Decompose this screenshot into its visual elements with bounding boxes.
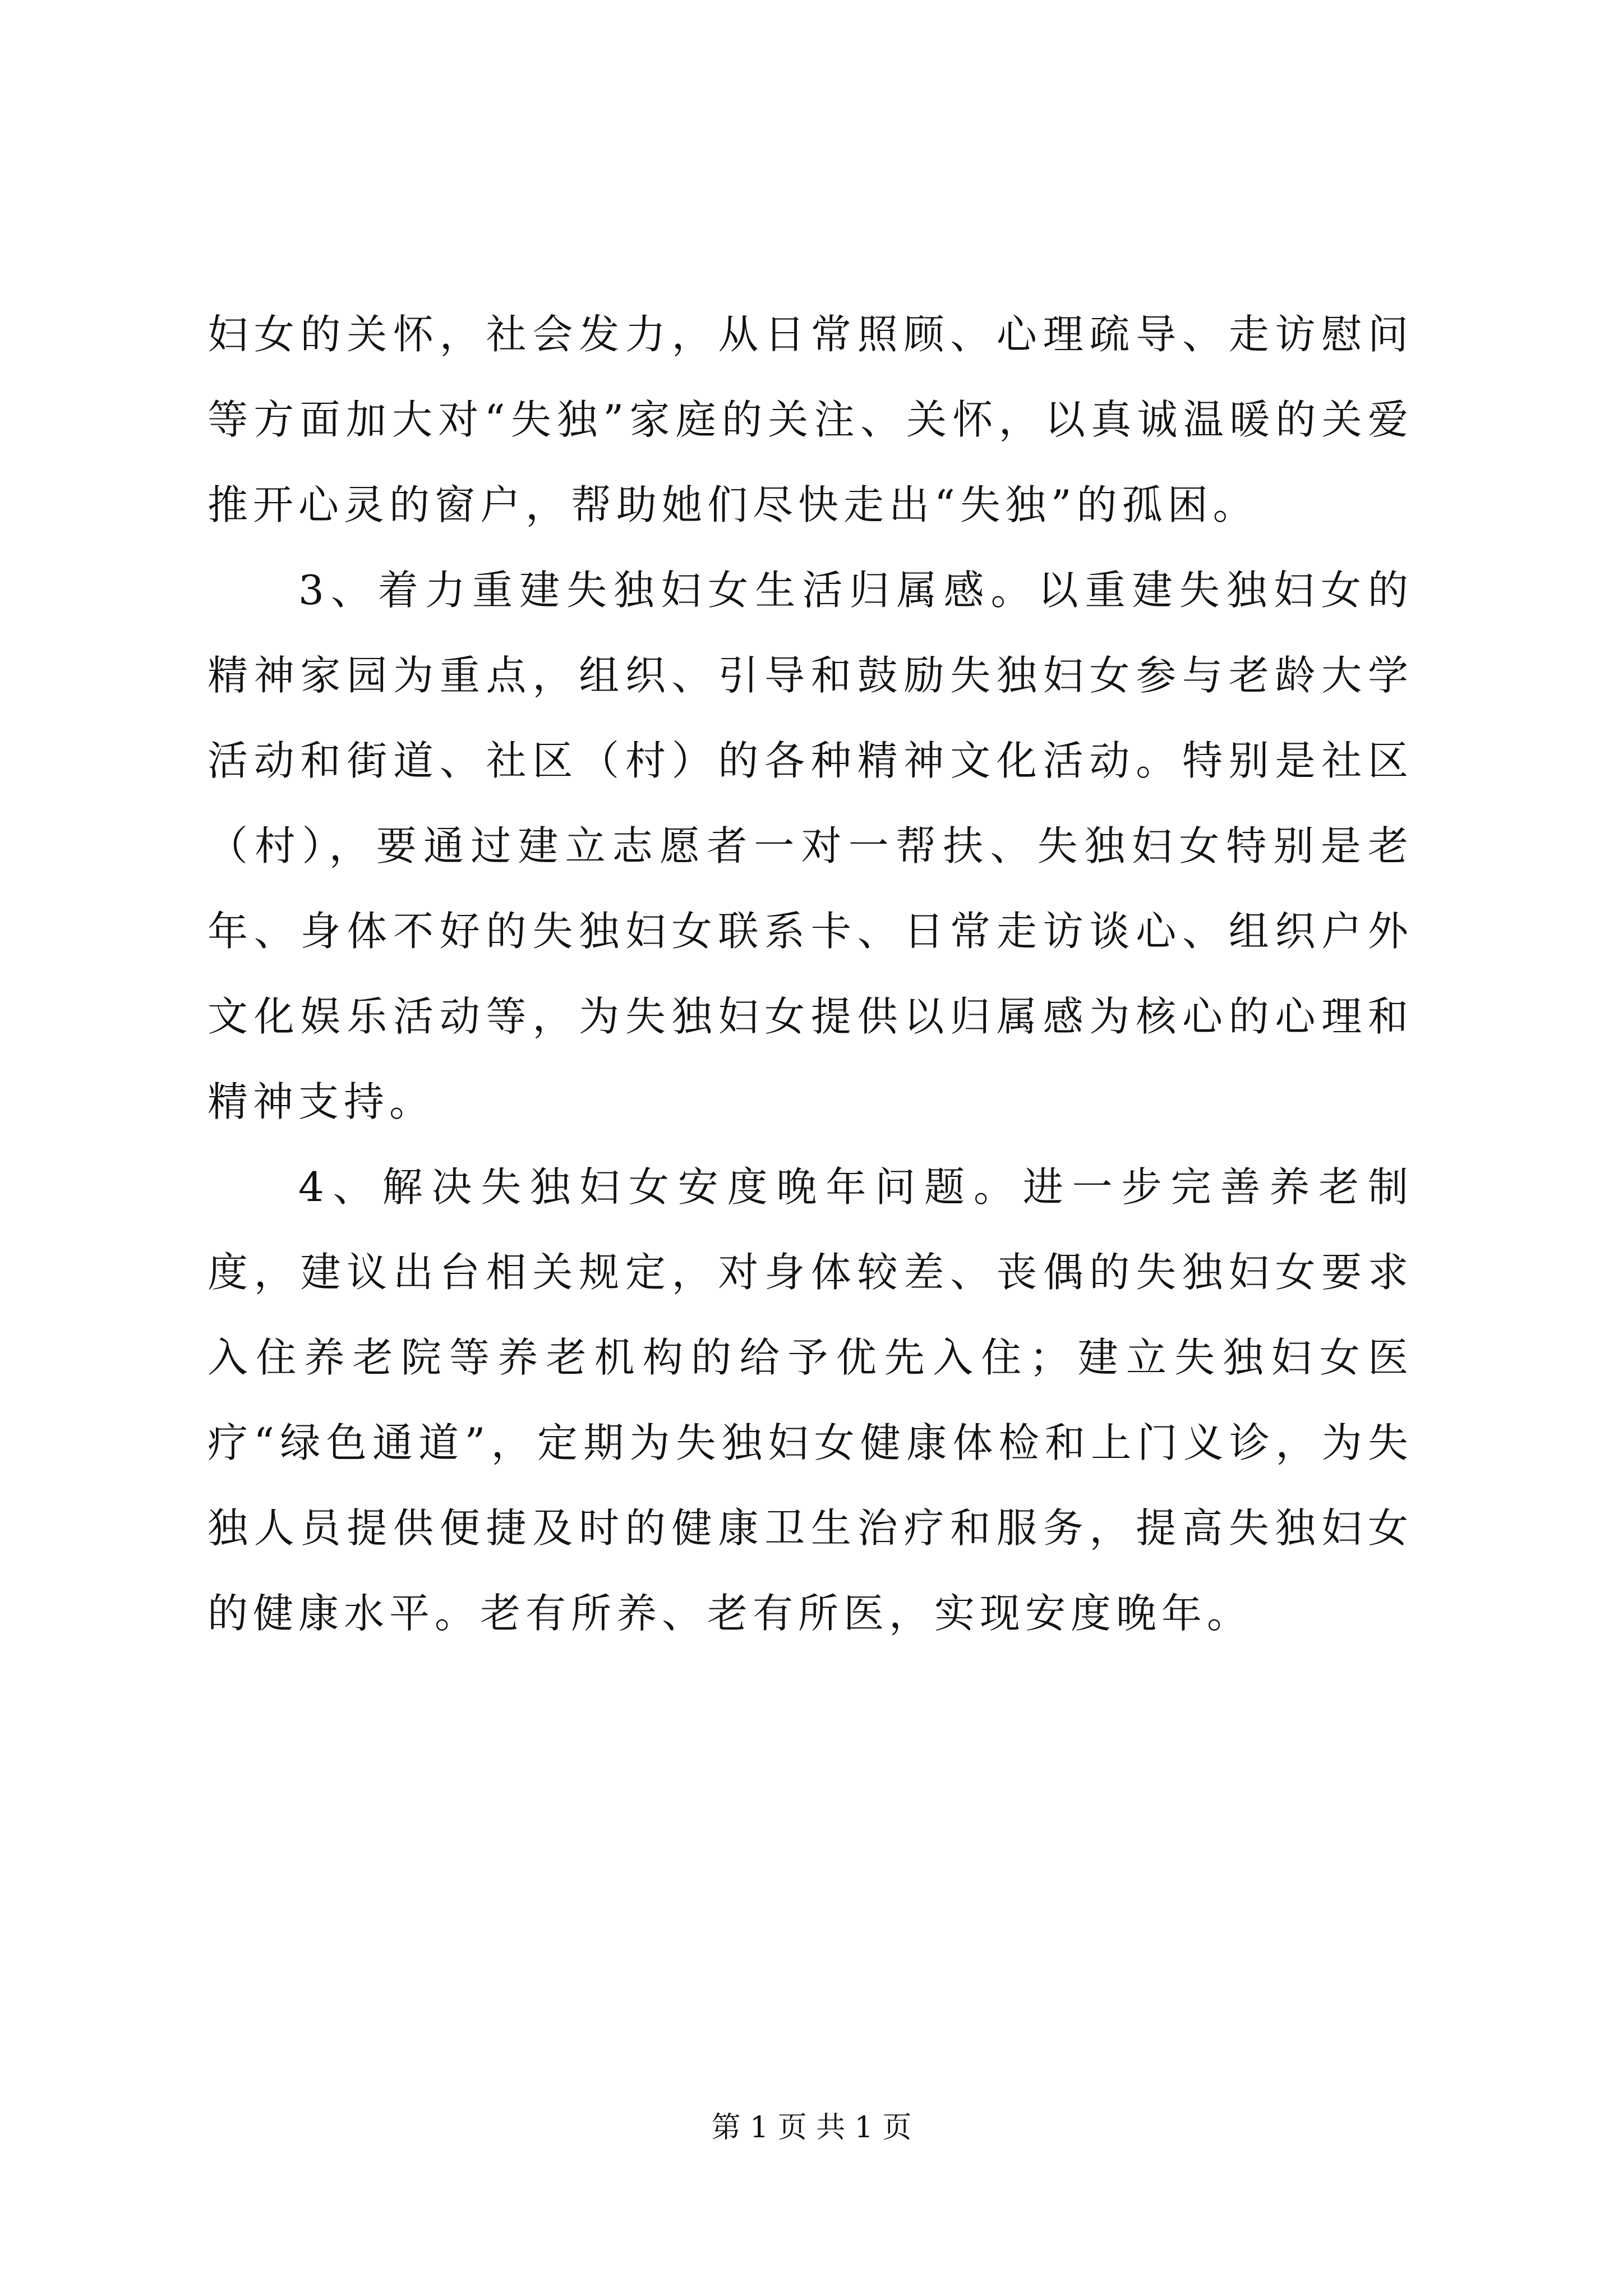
page-footer: 第 1 页 共 1 页 (711, 2111, 912, 2145)
paragraph-continuation: 妇女的关怀，社会发力，从日常照顾、心理疏导、走访慰问等方面加大对“失独”家庭的关注、关怀，以真诚温暖的关爱推开心灵的窗户，帮助她们尽快走出“失独”的孤困。 (208, 311, 1413, 528)
document-body (208, 292, 1413, 1656)
paragraph-item-3: 3、着力重建失独妇女生活归属感。以重建失独妇女的精神家园为重点，组织、引导和鼓励失独妇女参与老龄大学活动和街道、社区（村）的各种精神文化活动。特别是社区（村），要通过建立志愿者一对一帮扶、失独妇女特别是老年、身体不好的失独妇女联系卡、日常走访谈心、组织户外文化娱乐活动等，为失独妇女提供以归属感为核心的心理和精神支持。 (208, 567, 1413, 1125)
paragraph-item-4: 4、解决失独妇女安度晚年问题。进一步完善养老制度，建议出台相关规定，对身体较差、丧偶的失独妇女要求入住养老院等养老机构的给予优先入住；建立失独妇女医疗“绿色通道”，定期为失独妇女健康体检和上门义诊，为失独人员提供便捷及时的健康卫生治疗和服务，提高失独妇女的健康水平。老有所养、老有所医，实现安度晚年。 (208, 1163, 1413, 1637)
